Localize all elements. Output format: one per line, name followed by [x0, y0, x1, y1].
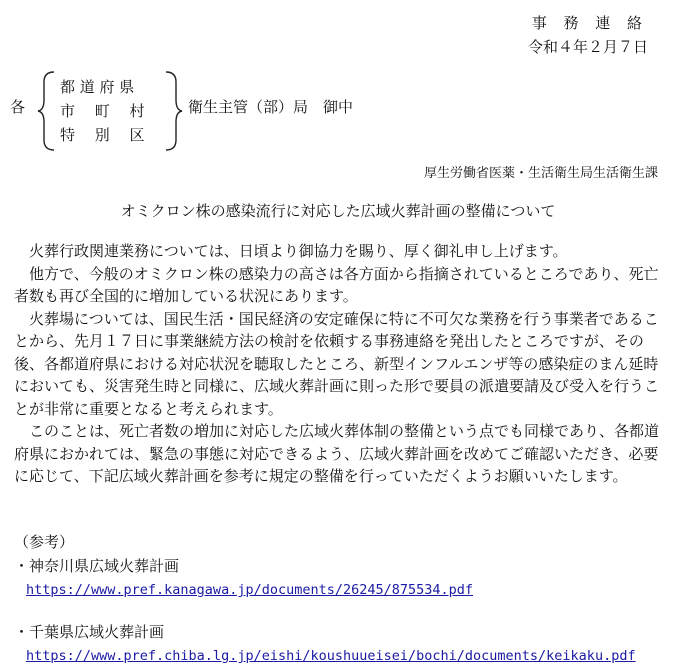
notice-type: 事 務 連 絡 [531, 14, 648, 32]
issuer: 厚生労働省医薬・生活衛生局生活衛生課 [423, 166, 658, 181]
reference-link[interactable]: https://www.pref.kanagawa.jp/documents/26245/875534.pdf [26, 582, 474, 598]
paragraph: 他方で、今般のオミクロン株の感染力の高さは各方面から指摘されているところであり、死亡者数も再び全国的に増加している状況にあります。 [14, 264, 659, 305]
reference-name: ・千葉県広域火葬計画 [14, 623, 165, 641]
references-heading: （参考） [14, 533, 75, 551]
references [14, 530, 636, 668]
reference-name: ・神奈川県広域火葬計画 [14, 557, 180, 575]
addressee-item: 都 道 府 県 [60, 78, 135, 96]
addressee-item: 特 別 区 [60, 126, 145, 144]
addressee-list [60, 75, 145, 147]
reference-link[interactable]: https://www.pref.chiba.lg.jp/eishi/koushuueisei/bochi/documents/keikaku.pdf [26, 648, 636, 664]
addressee-prefix: 各 [10, 98, 26, 116]
notice-date: 令和４年２月７日 [527, 38, 648, 56]
paragraph: 火葬場については、国民生活・国民経済の安定確保に特に不可欠な業務を行う事業者であることから、先月１７日に事業継続方法の検討を依頼する事務連絡を発出したところですが、その後、各都道府県における対応状況を聴取したところ、新型インフルエンザ等の感染症のまん延時においても、災害発生時と同様に、広域火葬計画に則った形で要員の派遣要請及び受入を行うことが非常に重要となると考えられます。 [14, 309, 660, 418]
document-title: オミクロン株の感染流行に対応した広域火葬計画の整備について [120, 202, 556, 220]
paragraph: このことは、死亡者数の増加に対応した広域火葬体制の整備という点でも同様であり、各都道府県におかれては、緊急の事態に対応できるよう、広域火葬計画を改めてご確認いただき、必要に応じて、下記広域火葬計画を参考に規定の整備を行っていただくようお願いいたします。 [14, 422, 660, 485]
addressee-suffix: 衛生主管（部）局 御中 [188, 98, 354, 116]
right-brace [164, 70, 184, 152]
paragraph: 火葬行政関連業務については、日頃より御協力を賜り、厚く御礼申し上げます。 [14, 242, 568, 260]
addressee-item: 市 町 村 [60, 102, 145, 120]
left-brace [36, 70, 56, 152]
body-text [14, 240, 666, 488]
